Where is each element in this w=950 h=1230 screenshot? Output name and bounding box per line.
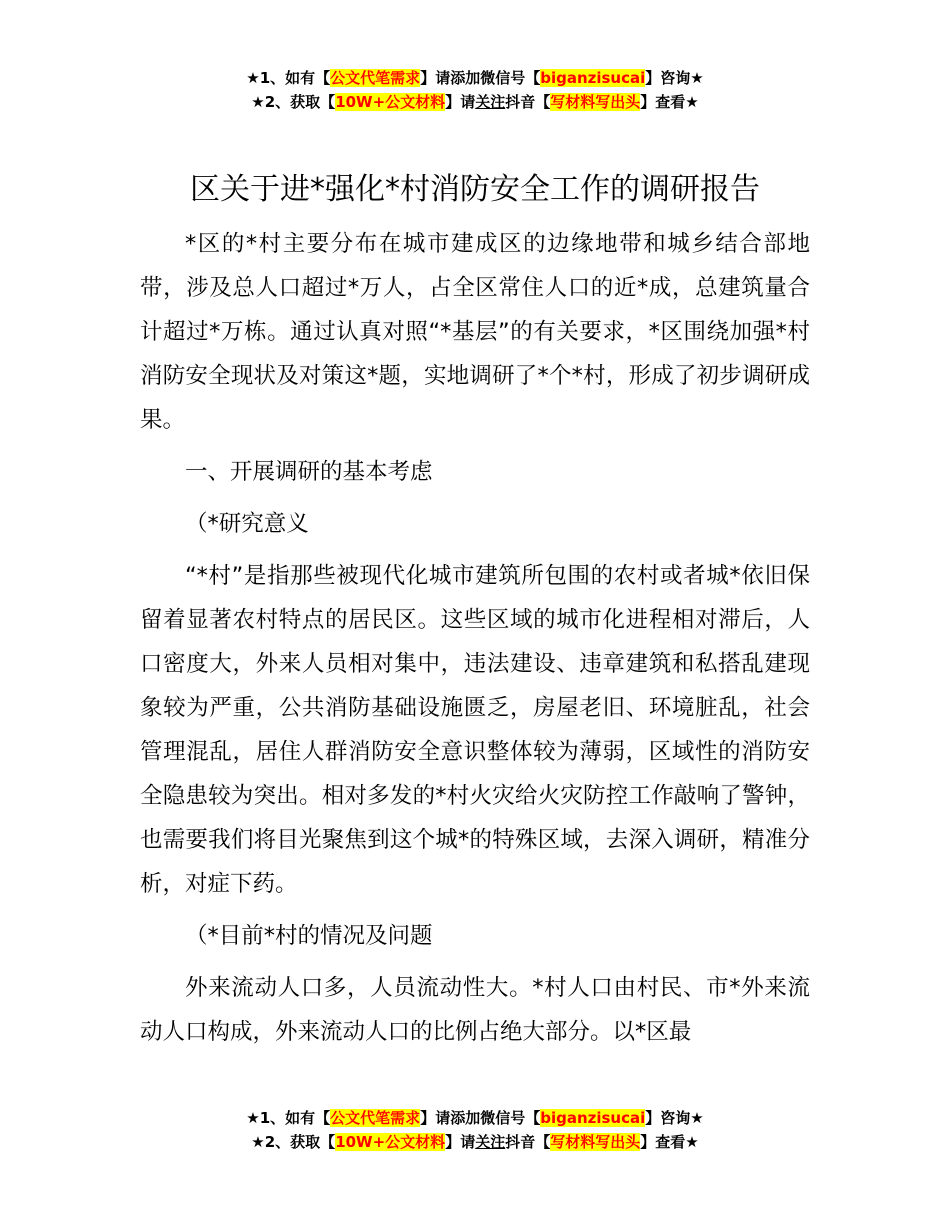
underline-follow: 关注 <box>475 1133 506 1151</box>
banner-line-2: ★2、获取【10W+公文材料】请关注抖音【写材料写出头】查看★ <box>251 93 699 111</box>
highlight-douyin-account: 写材料写出头 <box>550 1133 641 1151</box>
highlight-service: 公文代笔需求 <box>330 1109 421 1127</box>
subsection-heading-1: （*研究意义 <box>185 511 309 537</box>
subsection-heading-2: （*目前*村的情况及问题 <box>185 923 433 949</box>
paragraph-situation: 外来流动人口多，人员流动性大。*村人口由村民、市*外来流动人口构成，外来流动人口的比例占绝大部分。以*区最 <box>140 975 810 1045</box>
paragraph-intro: *区的*村主要分布在城市建成区的边缘地带和城乡结合部地带，涉及总人口超过*万人，占全区常住人口的近*成，总建筑量合计超过*万栋。通过认真对照“*基层”的有关要求，*区围绕加强*村消防安全现状及对策这*题，实地调研了*个*村，形成了初步调研成果。 <box>140 231 810 433</box>
highlight-service: 公文代笔需求 <box>330 69 421 87</box>
footer-ad-banner <box>0 1106 950 1154</box>
paragraph-significance: “*村”是指那些被现代化城市建筑所包围的农村或者城*依旧保留着显著农村特点的居民区。这些区域的城市化进程相对滞后，人口密度大，外来人员相对集中，违法建设、违章建筑和私搭乱建现象较为严重，公共消防基础设施匮乏，房屋老旧、环境脏乱，社会管理混乱，居住人群消防安全意识整体较为薄弱，区域性的消防安全隐患较为突出。相对多发的*村火灾给火灾防控工作敲响了警钟，也需要我们将目光聚焦到这个城*的特殊区域，去深入调研，精准分析，对症下药。 <box>140 563 810 897</box>
section-heading-1: 一、开展调研的基本考虑 <box>185 459 433 485</box>
highlight-materials: 10W+公文材料 <box>335 93 446 111</box>
highlight-wechat-id: biganzisucai <box>540 1109 646 1127</box>
banner-line-1: ★1、如有【公文代笔需求】请添加微信号【biganzisucai】咨询★ <box>246 69 704 87</box>
banner-line-1: ★1、如有【公文代笔需求】请添加微信号【biganzisucai】咨询★ <box>246 1109 704 1127</box>
document-title: 区关于进*强化*村消防安全工作的调研报告 <box>190 172 760 207</box>
highlight-wechat-id: biganzisucai <box>540 69 646 87</box>
highlight-materials: 10W+公文材料 <box>335 1133 446 1151</box>
banner-line-2: ★2、获取【10W+公文材料】请关注抖音【写材料写出头】查看★ <box>251 1133 699 1151</box>
header-ad-banner <box>0 66 950 114</box>
underline-follow: 关注 <box>475 93 506 111</box>
highlight-douyin-account: 写材料写出头 <box>550 93 641 111</box>
document-body <box>140 222 810 1062</box>
